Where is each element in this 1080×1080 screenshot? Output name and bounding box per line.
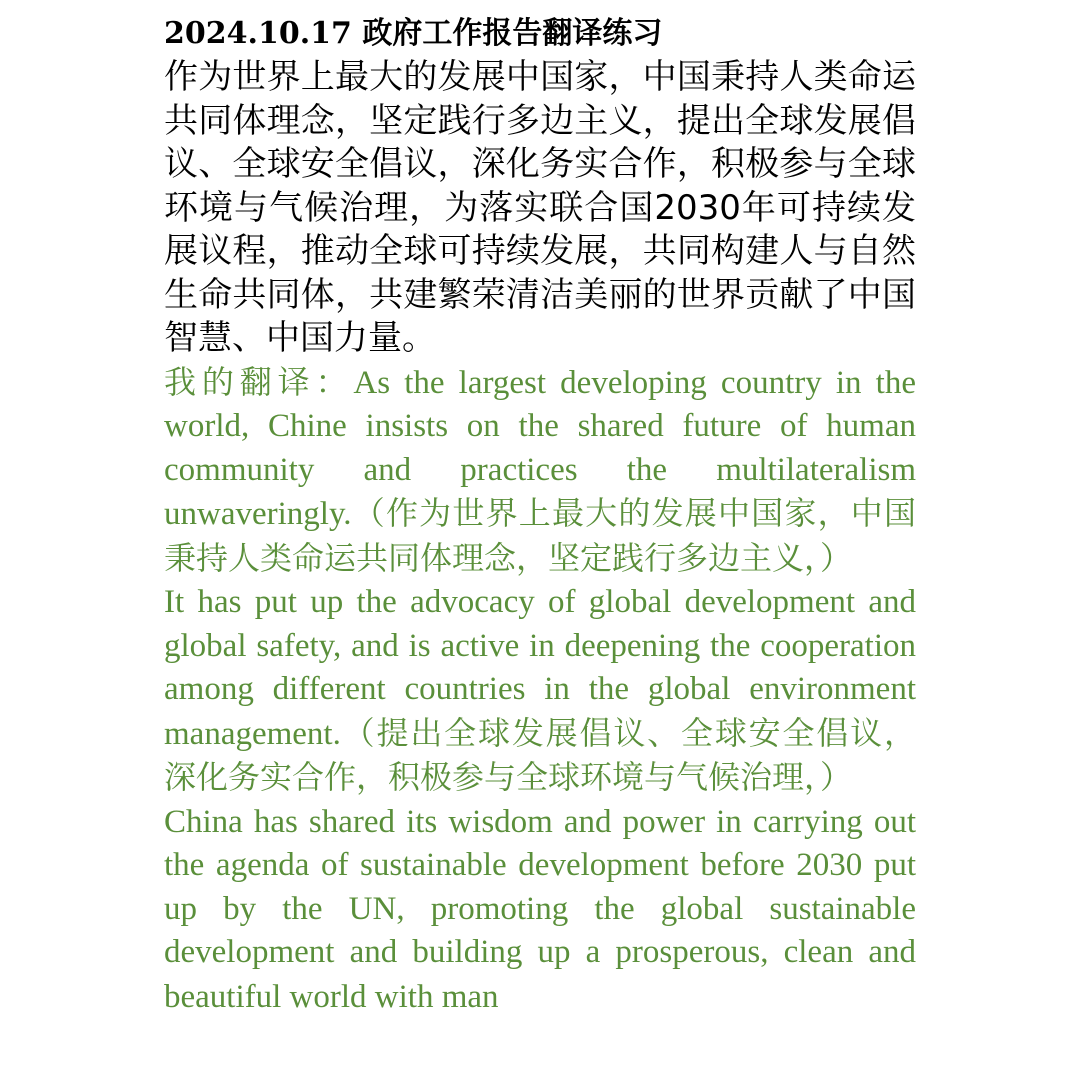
translation-chinese-2: （提出全球发展倡议、全球安全倡议，深化务实合作，积极参与全球环境与气候治理，） — [164, 713, 916, 796]
translation-label: 我的翻译： — [164, 362, 354, 401]
source-text: 作为世界上最大的发展中国家，中国秉持人类命运共同体理念，坚定践行多边主义，提出全球发展倡议、全球安全倡议，深化务实合作，积极参与全球环境与气候治理，为落实联合国2030年可持续发展议程，推动全球可持续发展，共同构建人与自然生命共同体，共建繁荣清洁美丽的世界贡献了中国智慧、中国力量。 — [164, 57, 916, 358]
translation-chinese-1: （作为世界上最大的发展中国家，中国秉持人类命运共同体理念，坚定践行多边主义，） — [164, 494, 916, 577]
translation-english-1: As the largest developing country in the world, Chine insists on the shared future of human community and practices the multilateralism unwaveringly. — [164, 364, 916, 532]
translation-paragraph-2 — [164, 581, 916, 801]
translation-english-2: It has put up the advocacy of global development and global safety, and is active in deepening the cooperation among different countries in the global environment management. — [164, 584, 916, 752]
translation-english-3: China has shared its wisdom and power in carrying out the agenda of sustainable development before 2030 put up by the UN, promoting the global sustainable development and building up a prosperous, clean and beautiful world with man — [164, 803, 916, 1015]
document-title: 2024.10.17 政府工作报告翻译练习 — [164, 16, 663, 51]
translation-paragraph-3 — [164, 801, 916, 1020]
document-body — [164, 12, 916, 1019]
translation-paragraph-1 — [164, 361, 916, 582]
